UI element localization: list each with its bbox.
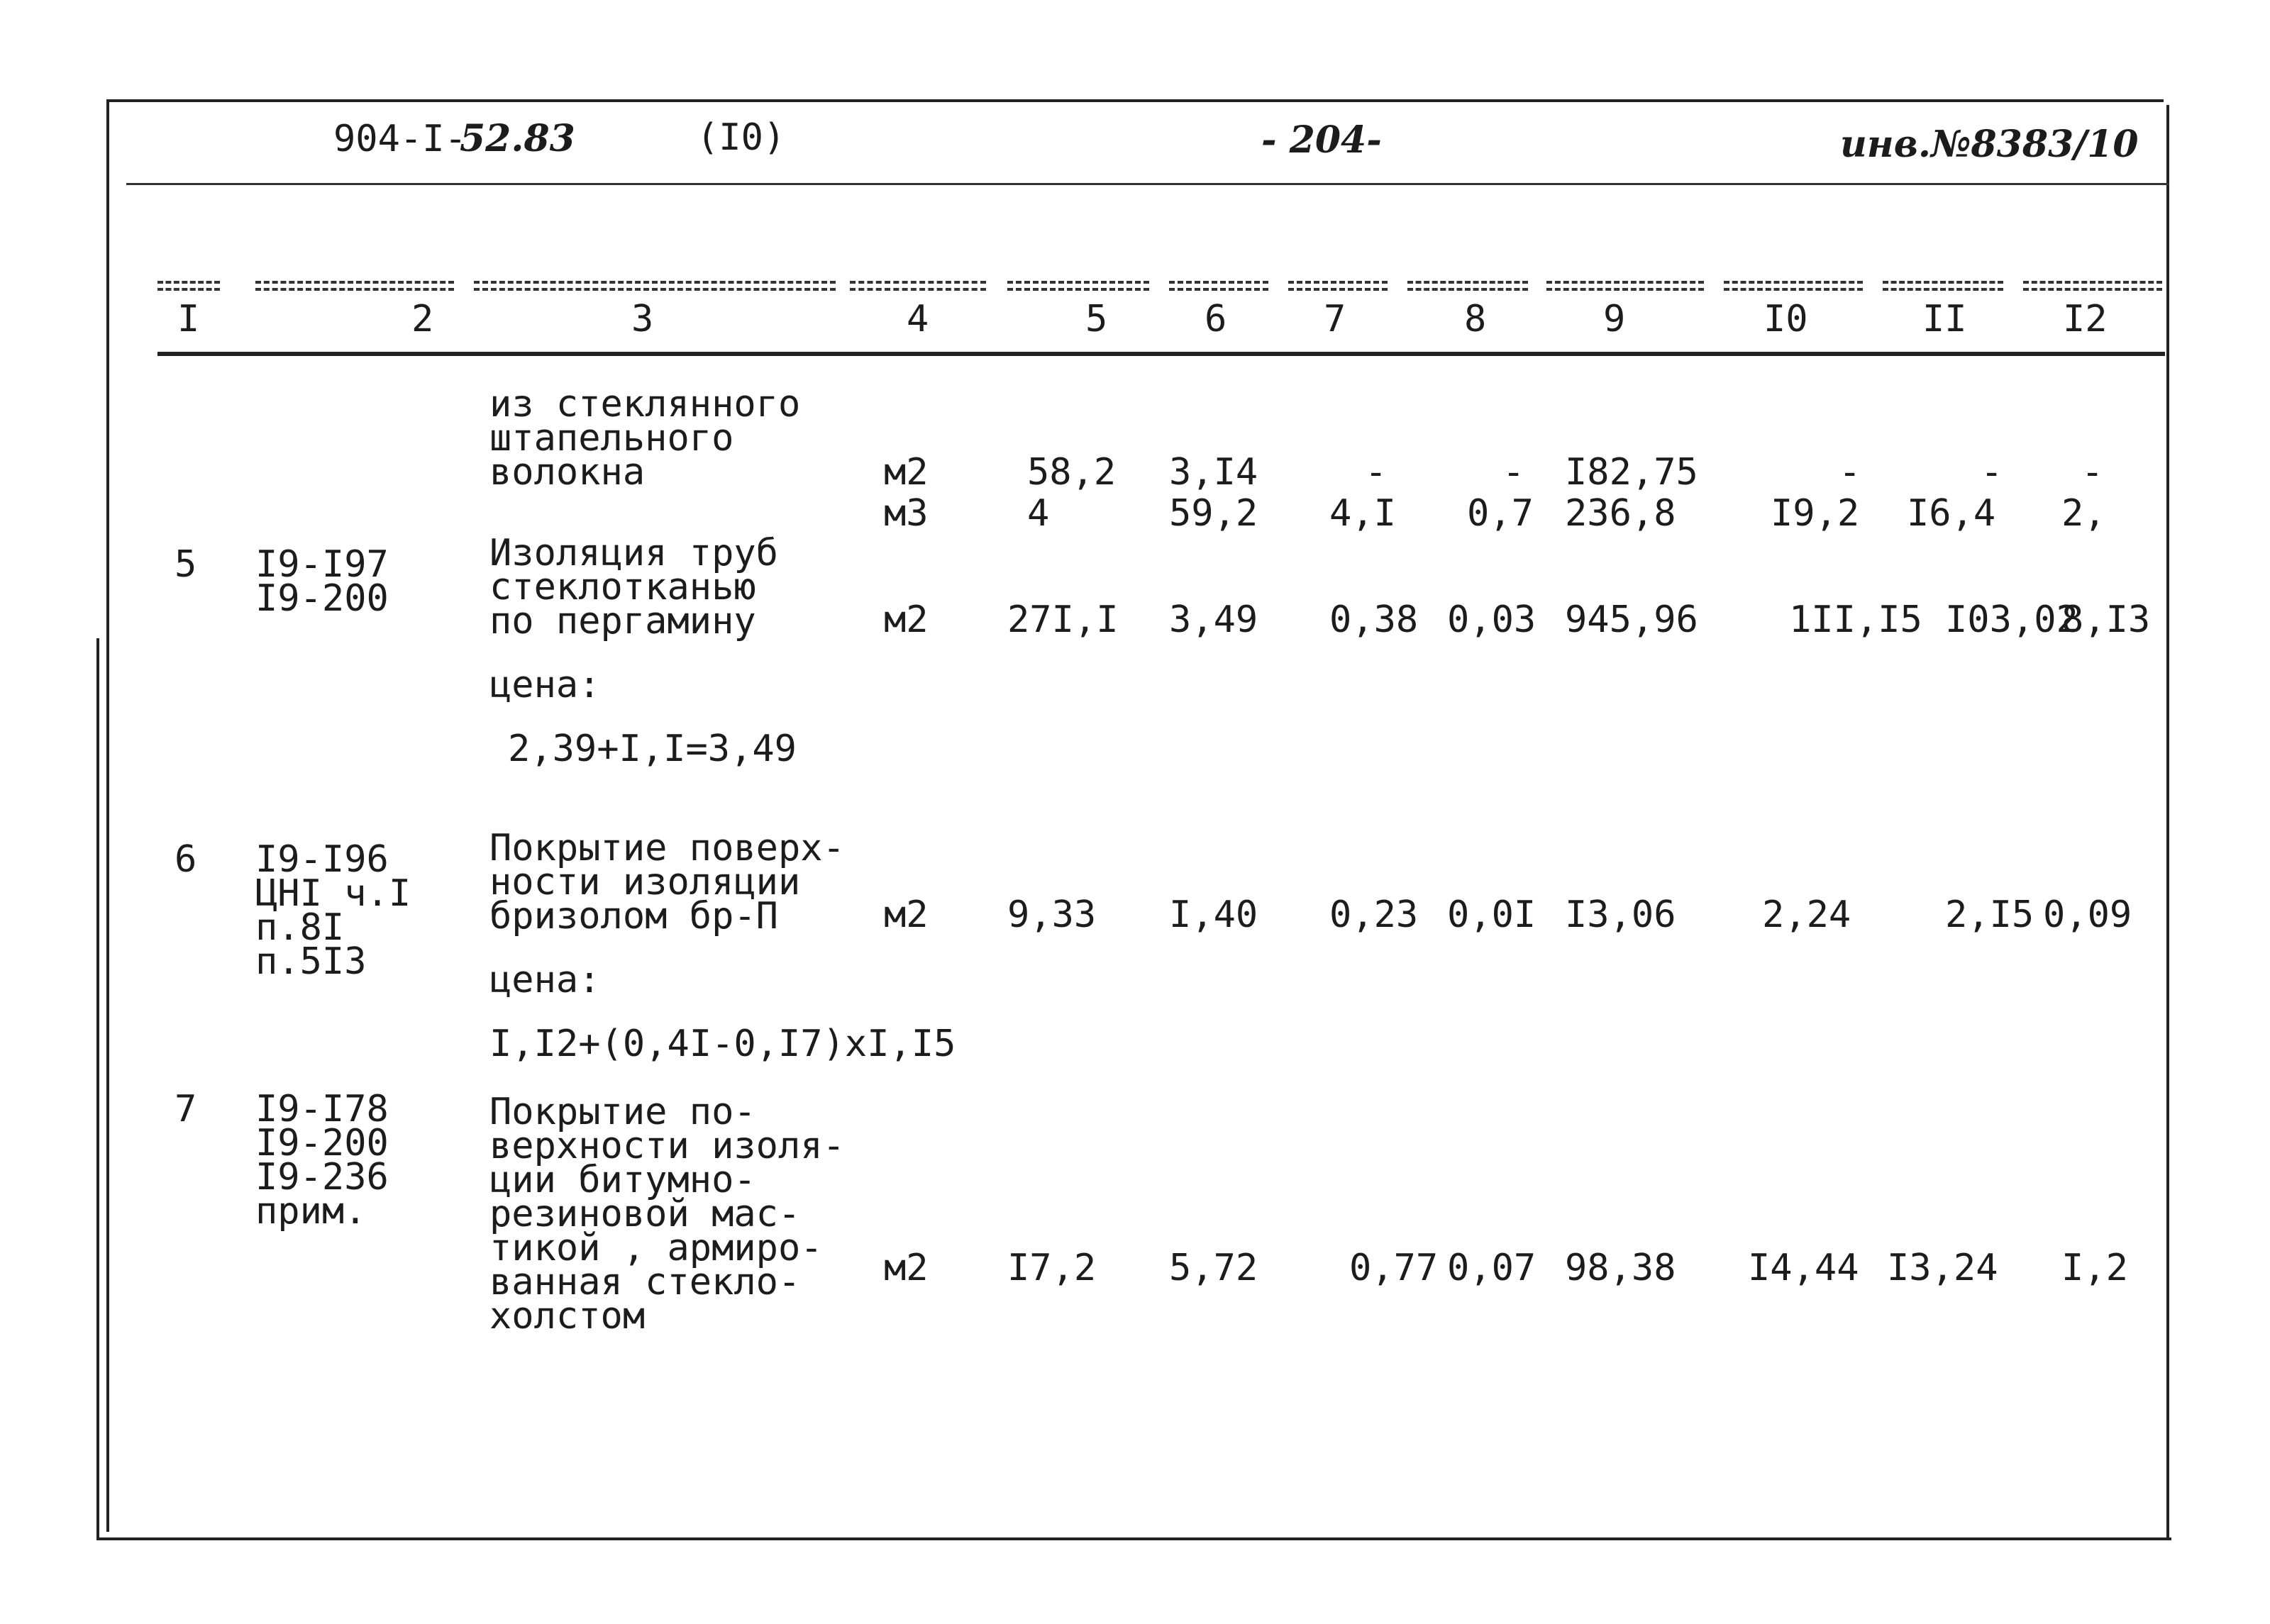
cont-r1-c10: - xyxy=(1839,451,1861,494)
frame-bottom-border xyxy=(96,1537,2171,1540)
row5-c12: 8,I3 xyxy=(2061,599,2151,641)
row5-number: 5 xyxy=(175,543,197,586)
cont-r1-unit: м2 xyxy=(884,451,929,494)
col-header-12: I2 xyxy=(2063,298,2108,340)
cont-r2-unit: м3 xyxy=(884,492,929,535)
row5-c10: 1II,I5 xyxy=(1789,599,1922,641)
row5-price-formula: 2,39+I,I=3,49 xyxy=(508,728,797,770)
doc-number-prefix: 904-I- xyxy=(333,118,467,160)
row7-c10: I4,44 xyxy=(1748,1247,1859,1289)
row6-c7: 0,23 xyxy=(1329,894,1419,936)
cont-r2-c8: 0,7 xyxy=(1467,492,1534,535)
row6-codes: I9-I96 ЦНI ч.I п.8I п.5I3 xyxy=(255,838,411,983)
cont-r2-c12: 2, xyxy=(2061,492,2106,535)
cont-r1-c11: - xyxy=(1981,451,2003,494)
col-header-5: 5 xyxy=(1085,298,1108,340)
row7-number: 7 xyxy=(175,1088,197,1130)
cont-r2-c5: 4 xyxy=(1027,492,1050,535)
col-header-10: I0 xyxy=(1764,298,1808,340)
inventory-number: инв.№8383/10 xyxy=(1840,123,2139,166)
sheet-number: (I0) xyxy=(697,116,786,159)
row5-unit: м2 xyxy=(884,599,929,641)
cont-r2-c11: I6,4 xyxy=(1907,492,1996,535)
col-header-11: II xyxy=(1922,298,1967,340)
frame-right-border xyxy=(2166,105,2169,1537)
row5-c6: 3,49 xyxy=(1169,599,1258,641)
cont-r2-c6: 59,2 xyxy=(1169,492,1258,535)
row5-c5: 27I,I xyxy=(1007,599,1119,641)
row5-c11: I03,02 xyxy=(1945,599,2078,641)
frame-top-border xyxy=(106,99,2164,102)
cont-r1-c8: - xyxy=(1502,451,1525,494)
col-header-1: I xyxy=(177,298,200,340)
col-header-2: 2 xyxy=(411,298,434,340)
page-number: - 204- xyxy=(1261,118,1382,162)
cont-description: из стеклянного штапельного волокна xyxy=(489,383,801,494)
col-header-3: 3 xyxy=(631,298,654,340)
row6-c10: 2,24 xyxy=(1762,894,1851,936)
col-header-8: 8 xyxy=(1464,298,1487,340)
row6-c8: 0,0I xyxy=(1447,894,1537,936)
row6-c5: 9,33 xyxy=(1007,894,1097,936)
row5-c8: 0,03 xyxy=(1447,599,1537,641)
column-header-underline xyxy=(157,352,2165,356)
row6-c9: I3,06 xyxy=(1565,894,1676,936)
row7-c9: 98,38 xyxy=(1565,1247,1676,1289)
row6-description: Покрытие поверх- ности изоляции бризолом бр-П xyxy=(489,827,845,938)
row7-c8: 0,07 xyxy=(1447,1247,1537,1289)
row7-c11: I3,24 xyxy=(1887,1247,1998,1289)
row7-codes: I9-I78 I9-200 I9-236 прим. xyxy=(255,1088,389,1233)
row7-c12: I,2 xyxy=(2061,1247,2128,1289)
cont-r2-c10: I9,2 xyxy=(1771,492,1860,535)
row7-c7: 0,77 xyxy=(1349,1247,1439,1289)
row6-price-label: цена: xyxy=(489,959,601,1001)
row7-description: Покрытие по- верхности изоля- ции битумно- резиновой мас- тикой , армиро- ванная стекло- холстом xyxy=(489,1091,845,1337)
row5-c9: 945,96 xyxy=(1565,599,1698,641)
row5-c7: 0,38 xyxy=(1329,599,1419,641)
row6-number: 6 xyxy=(175,838,197,881)
frame-left-border xyxy=(106,99,109,1532)
cont-r2-c7: 4,I xyxy=(1329,492,1396,535)
cont-r1-c6: 3,I4 xyxy=(1169,451,1258,494)
row7-c6: 5,72 xyxy=(1169,1247,1258,1289)
row7-c5: I7,2 xyxy=(1007,1247,1097,1289)
col-header-9: 9 xyxy=(1603,298,1626,340)
row5-codes: I9-I97 I9-200 xyxy=(255,543,389,620)
row6-c11: 2,I5 xyxy=(1945,894,2034,936)
row5-price-label: цена: xyxy=(489,664,601,706)
row7-unit: м2 xyxy=(884,1247,929,1289)
cont-r1-c12: - xyxy=(2081,451,2104,494)
col-header-6: 6 xyxy=(1205,298,1227,340)
row6-c12: 0,09 xyxy=(2043,894,2132,936)
row5-description: Изоляция труб стеклотканью по пергамину xyxy=(489,532,778,643)
cont-r1-c7: - xyxy=(1365,451,1388,494)
row6-c6: I,40 xyxy=(1169,894,1258,936)
row6-unit: м2 xyxy=(884,894,929,936)
header-rule xyxy=(126,183,2169,185)
col-header-4: 4 xyxy=(907,298,929,340)
cont-r1-c9: I82,75 xyxy=(1565,451,1698,494)
col-header-7: 7 xyxy=(1324,298,1346,340)
cont-r1-c5: 58,2 xyxy=(1027,451,1117,494)
cont-r2-c9: 236,8 xyxy=(1565,492,1676,535)
frame-left-border-lower xyxy=(96,638,99,1539)
doc-number-suffix: 52.83 xyxy=(460,117,575,160)
row6-price-formula: I,I2+(0,4I-0,I7)xI,I5 xyxy=(489,1023,956,1065)
